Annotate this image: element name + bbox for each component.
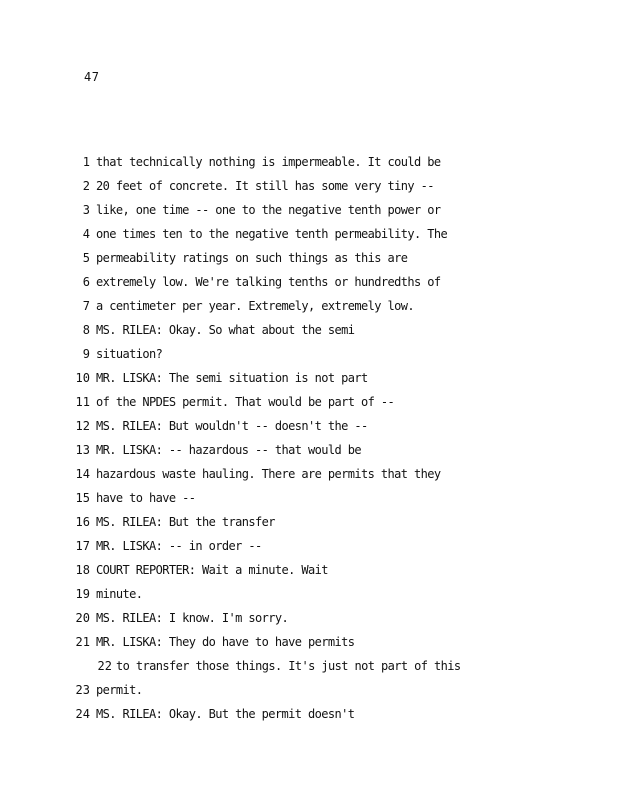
line-number: 20 bbox=[75, 611, 90, 625]
line-text: have to have -- bbox=[96, 491, 196, 505]
line-text: COURT REPORTER: Wait a minute. Wait bbox=[96, 563, 328, 577]
line-text: that technically nothing is impermeable. It could be bbox=[96, 155, 441, 169]
line-number: 2 bbox=[82, 179, 90, 193]
line-text: MR. LISKA: -- hazardous -- that would be bbox=[96, 443, 361, 457]
line-text: MS. RILEA: But wouldn't -- doesn't the -- bbox=[96, 419, 368, 433]
line-text: a centimeter per year. Extremely, extremely low. bbox=[96, 299, 414, 313]
line-number: 23 bbox=[75, 683, 90, 697]
line-number: 18 bbox=[75, 563, 90, 577]
line-number: 14 bbox=[75, 467, 90, 481]
line-text: of the NPDES permit. That would be part of -- bbox=[96, 395, 395, 409]
line-text: MR. LISKA: The semi situation is not part bbox=[96, 371, 368, 385]
line-number: 9 bbox=[82, 347, 90, 361]
line-text: MR. LISKA: They do have to have permits bbox=[96, 635, 355, 649]
line-number: 16 bbox=[75, 515, 90, 529]
line-number: 10 bbox=[75, 371, 90, 385]
line-number: 12 bbox=[75, 419, 90, 433]
line-text: permit. bbox=[96, 683, 143, 697]
line-number: 17 bbox=[75, 539, 90, 553]
line-number: 11 bbox=[75, 395, 90, 409]
line-text: like, one time -- one to the negative tenth power or bbox=[96, 203, 441, 217]
line-number: 13 bbox=[75, 443, 90, 457]
line-text: hazardous waste hauling. There are permits that they bbox=[96, 467, 441, 481]
line-text: MS. RILEA: I know. I'm sorry. bbox=[96, 611, 289, 625]
line-number: 19 bbox=[75, 587, 90, 601]
line-text: MS. RILEA: Okay. But the permit doesn't bbox=[96, 707, 355, 721]
line-text: MR. LISKA: -- in order -- bbox=[96, 539, 262, 553]
line-number: 24 bbox=[75, 707, 90, 721]
line-text: permeability ratings on such things as this are bbox=[96, 251, 408, 265]
line-number: 22 bbox=[97, 659, 112, 673]
line-number: 7 bbox=[82, 299, 90, 313]
line-text: 20 feet of concrete. It still has some very tiny -- bbox=[96, 179, 434, 193]
line-text: MS. RILEA: But the transfer bbox=[96, 515, 275, 529]
line-text: situation? bbox=[96, 347, 163, 361]
line-number: 4 bbox=[82, 227, 90, 241]
line-number: 15 bbox=[75, 491, 90, 505]
line-number: 1 bbox=[82, 155, 90, 169]
page-number: 47 bbox=[84, 70, 100, 84]
line-number: 21 bbox=[75, 635, 90, 649]
line-number: 5 bbox=[82, 251, 90, 265]
line-text: minute. bbox=[96, 587, 143, 601]
line-text: MS. RILEA: Okay. So what about the semi bbox=[96, 323, 355, 337]
line-text: one times ten to the negative tenth permeability. The bbox=[96, 227, 448, 241]
line-number: 8 bbox=[82, 323, 90, 337]
line-number: 3 bbox=[82, 203, 90, 217]
line-text: extremely low. We're talking tenths or hundredths of bbox=[96, 275, 441, 289]
line-text: to transfer those things. It's just not part of this bbox=[116, 659, 461, 673]
line-number: 6 bbox=[82, 275, 90, 289]
